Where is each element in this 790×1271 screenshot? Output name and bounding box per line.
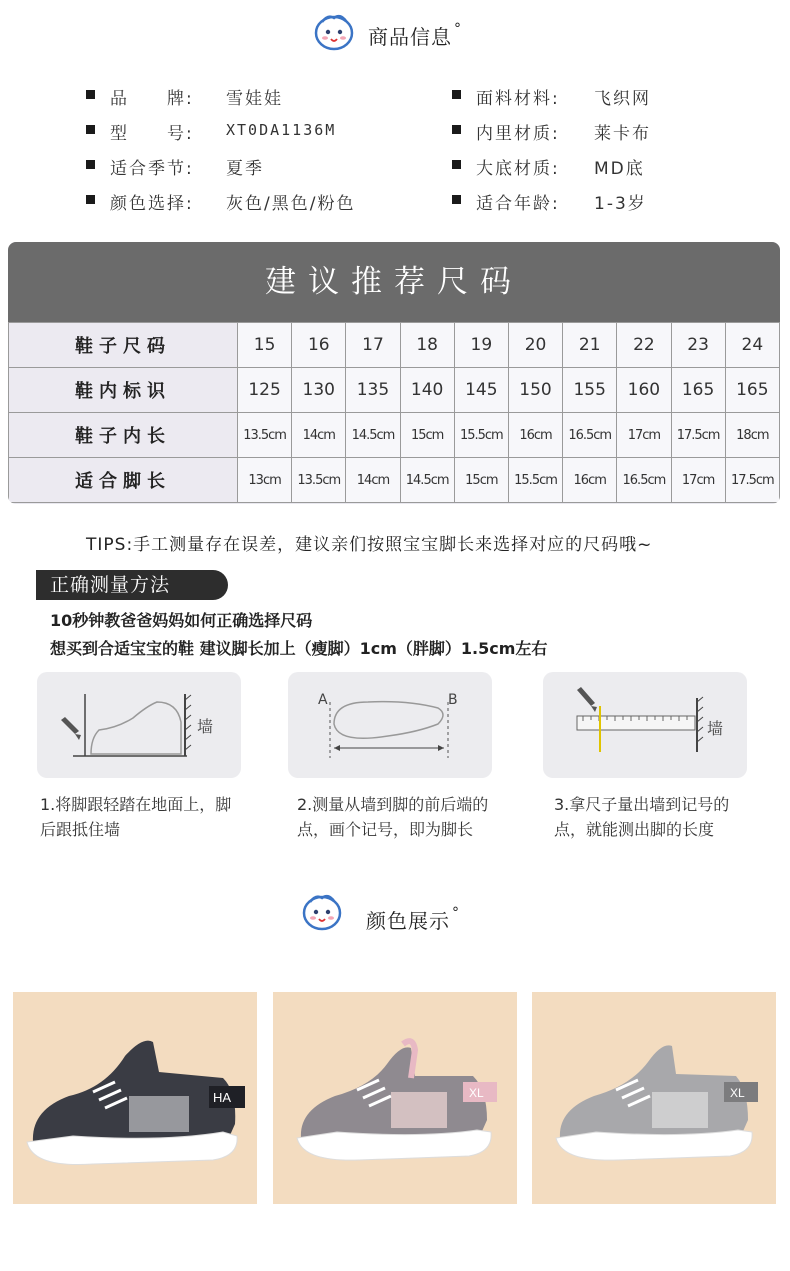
table-cell: 17.5cm [671, 413, 725, 458]
table-cell: 14cm [292, 413, 346, 458]
info-label: 面料材料: [476, 89, 560, 109]
tips-text: TIPS:手工测量存在误差，建议亲们按照宝宝脚长来选择对应的尺码哦~ [86, 535, 653, 555]
step-1-illustration [37, 672, 241, 778]
table-cell: 15cm [400, 413, 454, 458]
bullet-icon [86, 90, 95, 99]
method-intro-2: 想买到合适宝宝的鞋 建议脚长加上（瘦脚）1cm（胖脚）1.5cm左右 [50, 639, 548, 658]
table-row [9, 368, 780, 413]
table-row [9, 323, 780, 368]
table-cell: 16.5cm [617, 458, 671, 503]
step-3-text: 3.拿尺子量出墙到记号的点，就能测出脚的长度 [554, 795, 730, 839]
table-cell: 145 [454, 368, 508, 413]
table-cell: 18 [400, 323, 454, 368]
info-label: 适合季节: [110, 159, 194, 179]
info-label: 适合年龄: [476, 194, 560, 214]
table-cell: 15.5cm [454, 413, 508, 458]
bullet-icon [452, 160, 461, 169]
table-cell: 17 [346, 323, 400, 368]
table-cell: 21 [563, 323, 617, 368]
row-header: 鞋子尺码 [9, 323, 238, 368]
size-chart [8, 242, 780, 504]
mascot-icon [300, 892, 344, 932]
table-row [9, 413, 780, 458]
shoe-black-image [13, 992, 257, 1204]
table-cell: 125 [238, 368, 292, 413]
table-cell: 15.5cm [508, 458, 562, 503]
info-label: 内里材质: [476, 124, 560, 144]
table-cell: 15cm [454, 458, 508, 503]
table-cell: 165 [671, 368, 725, 413]
color-display-title: 颜色展示 ° [366, 905, 460, 933]
product-info-title: 商品信息 ° [368, 21, 462, 49]
info-value: XT0DA1136M [226, 121, 337, 139]
table-cell: 24 [725, 323, 779, 368]
bullet-icon [86, 160, 95, 169]
table-cell: 19 [454, 323, 508, 368]
shoe-photo-grey [532, 992, 776, 1204]
shoe-photo-black [13, 992, 257, 1204]
info-value: 雪娃娃 [226, 89, 283, 109]
table-cell: 160 [617, 368, 671, 413]
svg-text:XL: XL [730, 1086, 745, 1100]
table-cell: 18cm [725, 413, 779, 458]
table-cell: 150 [508, 368, 562, 413]
bullet-icon [86, 195, 95, 204]
svg-text:HA: HA [213, 1090, 232, 1105]
table-cell: 14.5cm [400, 458, 454, 503]
bullet-icon [452, 125, 461, 134]
bullet-icon [452, 90, 461, 99]
info-label: 大底材质: [476, 159, 560, 179]
info-value: 夏季 [226, 159, 264, 179]
table-cell: 13.5cm [292, 458, 346, 503]
info-label: 颜色选择: [110, 194, 194, 214]
wall-label: 墙 [707, 719, 724, 738]
color-display-header [0, 892, 790, 936]
table-cell: 17.5cm [725, 458, 779, 503]
row-header: 鞋子内长 [9, 413, 238, 458]
info-label: 型 号: [110, 124, 194, 144]
table-cell: 15 [238, 323, 292, 368]
table-cell: 155 [563, 368, 617, 413]
bullet-icon [86, 125, 95, 134]
point-a-label: A [318, 692, 328, 708]
row-header: 鞋内标识 [9, 368, 238, 413]
footprint-measure-icon [288, 672, 492, 778]
shoe-grey-image [532, 992, 776, 1204]
size-chart-title: 建议推荐尺码 [8, 242, 780, 322]
info-value: 灰色/黑色/粉色 [226, 194, 356, 214]
row-header: 适合脚长 [9, 458, 238, 503]
table-cell: 13cm [238, 458, 292, 503]
method-intro-1: 10秒钟教爸爸妈妈如何正确选择尺码 [50, 611, 313, 630]
product-info-header [0, 12, 790, 56]
info-label: 品 牌: [110, 89, 194, 109]
point-b-label: B [448, 692, 458, 708]
table-cell: 23 [671, 323, 725, 368]
table-cell: 140 [400, 368, 454, 413]
table-cell: 16cm [508, 413, 562, 458]
table-cell: 14.5cm [346, 413, 400, 458]
shoe-photo-pink [273, 992, 517, 1204]
table-cell: 17cm [617, 413, 671, 458]
wall-label: 墙 [197, 717, 214, 736]
table-cell: 135 [346, 368, 400, 413]
size-table [8, 322, 780, 503]
info-value: 莱卡布 [594, 124, 651, 144]
svg-text:XL: XL [469, 1086, 484, 1100]
step-3-illustration [543, 672, 747, 778]
step-2-text: 2.测量从墙到脚的前后端的点，画个记号，即为脚长 [297, 795, 489, 839]
method-tag: 正确测量方法 [36, 570, 228, 600]
step-2-illustration [288, 672, 492, 778]
mascot-icon [312, 12, 356, 52]
info-value: MD底 [594, 159, 645, 179]
table-cell: 165 [725, 368, 779, 413]
table-cell: 16.5cm [563, 413, 617, 458]
table-cell: 16 [292, 323, 346, 368]
step-1-text: 1.将脚跟轻踏在地面上，脚后跟抵住墙 [40, 795, 232, 839]
table-row [9, 458, 780, 503]
table-cell: 16cm [563, 458, 617, 503]
table-cell: 14cm [346, 458, 400, 503]
table-cell: 22 [617, 323, 671, 368]
info-value: 飞织网 [594, 89, 651, 109]
table-cell: 13.5cm [238, 413, 292, 458]
bullet-icon [452, 195, 461, 204]
table-cell: 130 [292, 368, 346, 413]
table-cell: 17cm [671, 458, 725, 503]
info-value: 1-3岁 [594, 194, 647, 214]
shoe-pink-image [273, 992, 517, 1204]
table-cell: 20 [508, 323, 562, 368]
